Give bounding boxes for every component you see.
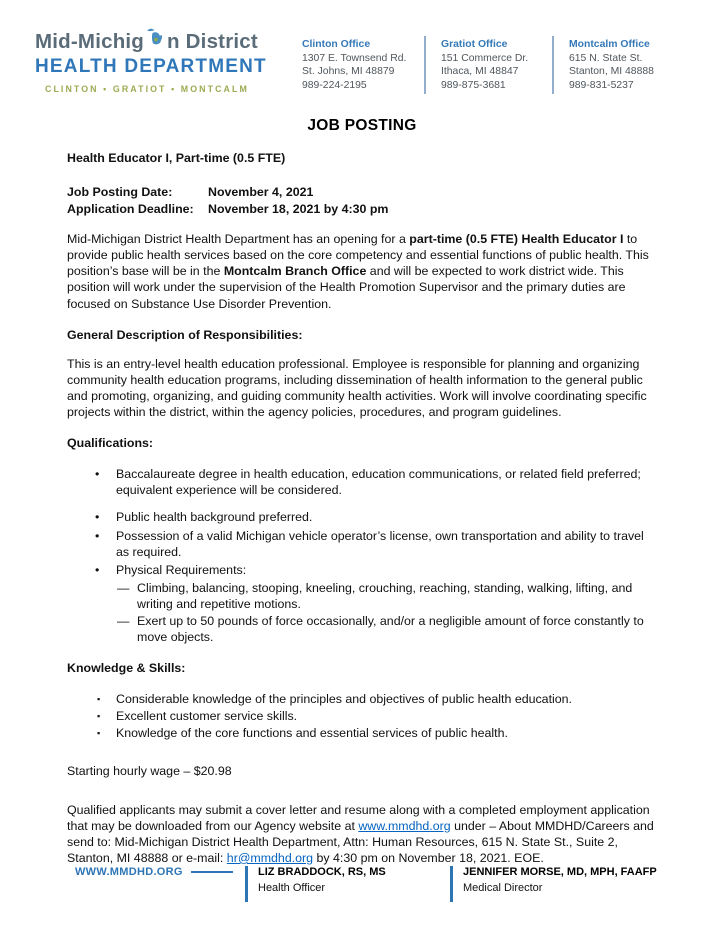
office-address-line: 151 Commerce Dr. (441, 53, 529, 65)
document-footer (0, 866, 719, 930)
closing-text: by 4:30 pm on November 18, 2021. EOE. (313, 850, 544, 865)
intro-paragraph (67, 231, 657, 311)
agency-name-pre: Mid-Michig (35, 29, 145, 53)
website-link[interactable]: www.mmdhd.org (358, 818, 451, 833)
general-description-paragraph: This is an entry-level health education professional. Employee is responsible for planning and organizing community health education programs, including dissemination of health information to the general public and promoting, organizing, and guiding community health activities. Work will involve coordinating specific projects within the district, within the agency policies, procedures, and program guidelines. (67, 356, 647, 420)
agency-name-post: n District (167, 29, 258, 53)
page-title: JOB POSTING (307, 117, 417, 134)
knowledge-skills-list (67, 691, 657, 741)
office-address-line: 1307 E. Townsend Rd. (302, 53, 407, 65)
posting-date-label: Job Posting Date: (67, 185, 173, 200)
agency-logo (35, 28, 267, 94)
intro-text: to provide public health services based on the core competency and essential functions of public health. This position’s base will be in the (67, 232, 649, 279)
list-item-text: Public health background preferred. (116, 510, 313, 525)
office-clinton (302, 36, 424, 94)
closing-text: Qualified applicants may submit a cover letter and resume along with a completed employment application that may be downloaded from our Agency website at (67, 802, 650, 833)
office-gratiot (424, 36, 552, 94)
intro-text: Mid-Michigan District Health Department has an opening for a (67, 232, 410, 247)
footer-website-link[interactable]: WWW.MMDHD.ORG (75, 866, 183, 878)
office-montcalm (552, 36, 680, 94)
list-item-text: Physical Requirements: (116, 562, 247, 577)
list-item-text: Knowledge of the core functions and essential services of public health. (116, 726, 508, 741)
list-item-text: Excellent customer service skills. (116, 709, 298, 724)
bullet-icon: • (95, 528, 100, 543)
application-deadline-row (67, 201, 657, 218)
office-address-line: Stanton, MI 48888 (569, 66, 654, 78)
list-item (67, 580, 657, 612)
office-address-line: Ithaca, MI 48847 (441, 66, 519, 78)
square-bullet-icon: ▪ (97, 728, 101, 739)
medical-director-title: Medical Director (463, 882, 543, 894)
position-title: Health Educator I, Part-time (0.5 FTE) (67, 151, 286, 166)
list-item-text: Exert up to 50 pounds of force occasionally, and/or a negligible amount of force constantly to move objects. (137, 613, 644, 645)
intro-bold-office: Montcalm Branch Office (223, 264, 367, 279)
email-link[interactable]: hr@mmdhd.org (226, 850, 314, 865)
list-item (67, 562, 657, 578)
intro-text: and will be expected to work district wide. This position will work under the supervision of the Health Promotion Supervisor and the primary duties are focused on Substance Use Disorder Prevention. (67, 264, 626, 311)
closing-text: under – About MMDHD/Careers and send to: Mid-Michigan District Health Department, Attn: Human Resources, 615 N. State St., Suite 2, Stanton, MI 48888 or e-mail: (67, 818, 654, 865)
list-item (67, 528, 657, 560)
knowledge-skills-heading: Knowledge & Skills: (67, 661, 186, 676)
list-item (67, 613, 657, 645)
application-deadline-label: Application Deadline: (67, 202, 194, 217)
list-item (67, 708, 657, 724)
footer-rule-line (191, 871, 233, 873)
posting-date-row (67, 184, 657, 201)
list-item-text: Baccalaureate degree in health education, education communications, or related field preferred; equivalent experience will be considered. (116, 467, 641, 498)
office-name: Montcalm Office (569, 39, 650, 50)
dash-icon: — (117, 580, 130, 595)
agency-name (35, 28, 267, 55)
letterhead (35, 28, 680, 94)
office-address-line: 615 N. State St. (569, 53, 643, 65)
general-description-heading: General Description of Responsibilities: (67, 327, 303, 342)
list-item-text: Climbing, balancing, stooping, kneeling, crouching, reaching, standing, walking, lifting, and writing and repetitive motions. (137, 580, 633, 611)
starting-wage: Starting hourly wage – $20.98 (67, 763, 232, 778)
medical-director-block (450, 866, 657, 902)
footer-website-block (75, 866, 233, 878)
dash-icon: — (117, 613, 130, 628)
square-bullet-icon: ▪ (97, 711, 101, 722)
intro-bold-position: part-time (0.5 FTE) Health Educator I (409, 232, 624, 247)
bullet-icon: • (95, 467, 100, 482)
list-item (67, 466, 657, 498)
office-address-line: St. Johns, MI 48879 (302, 66, 395, 78)
health-officer-name: LIZ BRADDOCK, RS, MS (258, 866, 386, 878)
list-item (67, 691, 657, 707)
office-list (302, 28, 680, 94)
list-item-text: Possession of a valid Michigan vehicle operator’s license, own transportation and ability to travel as required. (116, 528, 644, 559)
office-phone: 989-831-5237 (569, 79, 634, 91)
medical-director-name: JENNIFER MORSE, MD, MPH, FAAFP (463, 866, 657, 878)
posting-meta (67, 184, 657, 218)
application-instructions-paragraph (67, 802, 657, 866)
agency-tagline: CLINTON • GRATIOT • MONTCALM (45, 84, 249, 94)
list-item (67, 725, 657, 741)
posting-date-value: November 4, 2021 (208, 185, 314, 200)
list-item (67, 509, 657, 525)
michigan-state-icon (145, 25, 166, 52)
bullet-icon: • (95, 510, 100, 525)
qualifications-list (67, 466, 657, 578)
office-phone: 989-875-3681 (441, 79, 506, 91)
square-bullet-icon: ▪ (97, 694, 101, 705)
application-deadline-value: November 18, 2021 by 4:30 pm (208, 202, 389, 217)
list-item-text: Considerable knowledge of the principles and objectives of public health education. (116, 692, 572, 707)
document-body (67, 94, 657, 866)
health-officer-title: Health Officer (258, 882, 326, 894)
office-name: Gratiot Office (441, 39, 508, 50)
bullet-icon: • (95, 562, 100, 577)
health-officer-block (245, 866, 438, 902)
office-name: Clinton Office (302, 39, 371, 50)
physical-requirements-sublist (67, 580, 657, 645)
qualifications-heading: Qualifications: (67, 436, 154, 451)
office-phone: 989-224-2195 (302, 79, 367, 91)
agency-dept: HEALTH DEPARTMENT (35, 56, 267, 77)
